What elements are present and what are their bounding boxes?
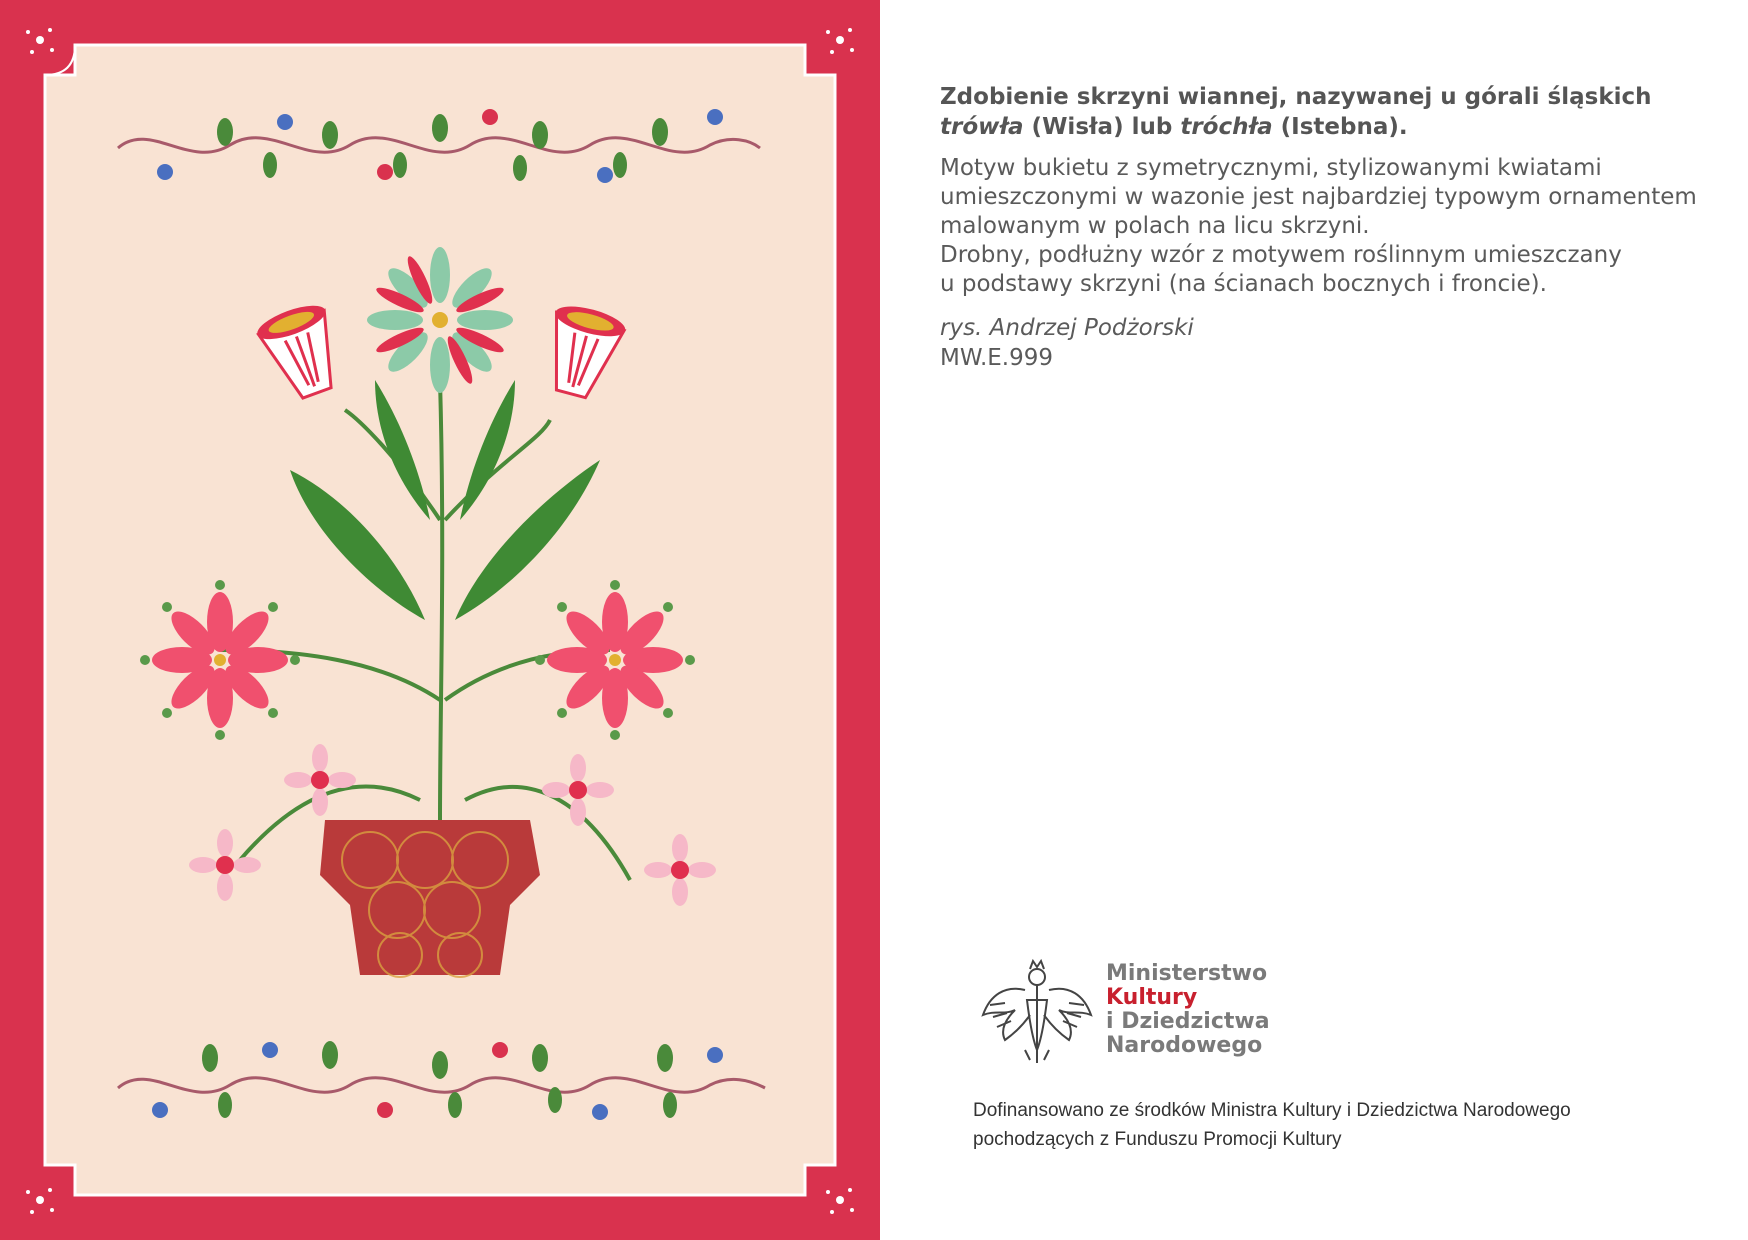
catalog-number: MW.E.999 <box>940 345 1054 371</box>
description-line: Motyw bukietu z symetrycznymi, stylizowanymi kwiatami <box>940 155 1602 181</box>
caption-title-term2: tróchła <box>1180 114 1273 140</box>
logo-line: Narodowego <box>1106 1033 1263 1058</box>
daisy-left <box>140 580 300 740</box>
caption-title-end: (Istebna). <box>1272 114 1408 140</box>
funding-line: pochodzących z Funduszu Promocji Kultury <box>973 1129 1342 1150</box>
logo-line: Ministerstwo <box>1106 961 1268 986</box>
caption-description <box>940 154 1720 299</box>
description-line: u podstawy skrzyni (na ścianach bocznych i froncie). <box>940 271 1547 297</box>
credit-block <box>940 313 1720 373</box>
daisy-right <box>535 580 695 740</box>
caption-panel <box>940 82 1720 373</box>
logo-line: i Dziedzictwa <box>1106 1009 1270 1034</box>
caption-title-term1: trówła <box>940 114 1024 140</box>
funding-line: Dofinansowano ze środków Ministra Kultury i Dziedzictwa Narodowego <box>973 1100 1571 1121</box>
author-credit: rys. Andrzej Podżorski <box>940 315 1194 341</box>
funding-note <box>973 1096 1571 1154</box>
description-line: malowanym w polach na licu skrzyni. <box>940 213 1370 239</box>
caption-title-line1: Zdobienie skrzyni wiannej, nazywanej u górali śląskich <box>940 84 1652 110</box>
ministry-logo-text <box>1106 962 1270 1058</box>
description-line: Drobny, podłużny wzór z motywem roślinnym umieszczany <box>940 242 1622 268</box>
caption-title <box>940 82 1720 142</box>
logo-line-highlight: Kultury <box>1106 985 1198 1010</box>
caption-title-mid: (Wisła) lub <box>1023 114 1181 140</box>
description-line: umieszczonymi w wazonie jest najbardziej typowym ornamentem <box>940 184 1697 210</box>
